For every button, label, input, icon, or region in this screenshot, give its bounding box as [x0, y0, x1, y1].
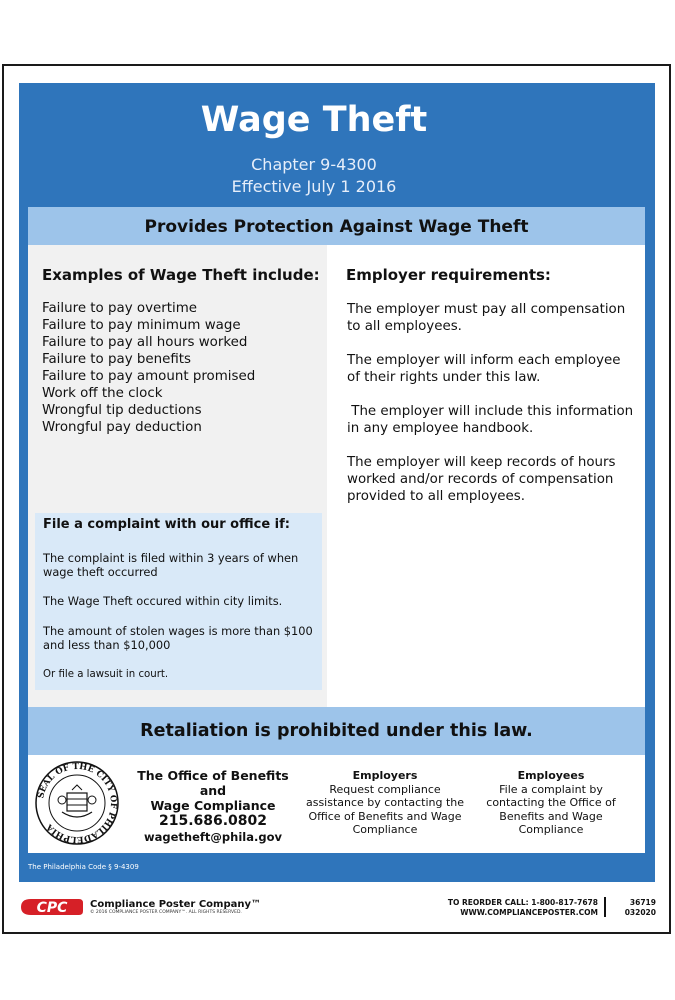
retaliation-banner: Retaliation is prohibited under this law. [28, 707, 645, 755]
product-codes [612, 898, 656, 918]
cpc-logo-icon [19, 897, 85, 917]
chapter-text: Chapter 9-4300 [251, 155, 377, 174]
protection-banner: Provides Protection Against Wage Theft [28, 207, 645, 245]
poster-title: Wage Theft [200, 100, 428, 140]
seal-text: SEAL OF THE CITY OF PHILADELPHIA [36, 761, 119, 845]
complaint-item: The amount of stolen wages is more than $100 and less than $10,000 [43, 624, 313, 652]
reorder-phone: TO REORDER CALL: 1-800-817-7678 [447, 898, 598, 907]
complaint-item: The Wage Theft occured within city limits. [43, 594, 283, 608]
office-email: wagetheft@phila.gov [144, 830, 282, 844]
example-item: Failure to pay amount promised [42, 369, 256, 384]
cpc-logo-text: CPC [36, 900, 68, 916]
examples-list [42, 300, 255, 436]
examples-heading: Examples of Wage Theft include: [42, 266, 320, 284]
city-seal-icon [34, 760, 120, 846]
copyright-text: © 2016 COMPLIANCE POSTER COMPANY™. ALL RIGHTS RESERVED. [90, 910, 242, 915]
employers-text: Request compliance assistance by contacting the Office of Benefits and Wage Compliance [305, 782, 465, 836]
complaint-item: Or file a lawsuit in court. [43, 669, 169, 680]
date-code: 032020 [624, 908, 656, 917]
requirement-text: The employer must pay all compensation to all employees. [347, 302, 626, 334]
footer-divider [604, 897, 606, 917]
example-item: Failure to pay all hours worked [42, 335, 248, 350]
office-name-line2: Wage Compliance [150, 798, 276, 813]
employees-text: File a complaint by contacting the Office of Benefits and Wage Compliance [486, 782, 616, 836]
requirement-text: The employer will include this information in any employee handbook. [347, 404, 638, 436]
example-item: Wrongful pay deduction [42, 420, 202, 435]
complaint-title: File a complaint with our office if: [43, 517, 290, 532]
example-item: Work off the clock [42, 386, 163, 401]
requirements-heading: Employer requirements: [346, 266, 551, 284]
employees-info [476, 769, 626, 837]
employees-heading: Employees [517, 769, 585, 782]
code-citation: The Philadelphia Code § 9-4309 [28, 863, 139, 871]
example-item: Wrongful tip deductions [42, 403, 202, 418]
requirement-text: The employer will keep records of hours worked and/or records of compensation provided to all employees. [347, 455, 616, 504]
requirement-text: The employer will inform each employee of their rights under this law. [347, 353, 621, 385]
example-item: Failure to pay overtime [42, 301, 198, 316]
example-item: Failure to pay benefits [42, 352, 192, 367]
employers-heading: Employers [352, 769, 418, 782]
website-link: WWW.COMPLIANCEPOSTER.COM [460, 908, 598, 917]
employers-info [305, 769, 465, 837]
example-item: Failure to pay minimum wage [42, 318, 241, 333]
complaint-item: The complaint is filed within 3 years of when wage theft occurred [43, 551, 299, 579]
reorder-info [404, 898, 598, 918]
office-contact [128, 768, 298, 845]
effective-date: Effective July 1 2016 [231, 177, 397, 196]
product-code: 36719 [629, 898, 656, 907]
office-phone: 215.686.0802 [158, 813, 268, 829]
office-name-line1: The Office of Benefits and [137, 768, 289, 798]
company-name: Compliance Poster Company™ [90, 899, 262, 910]
